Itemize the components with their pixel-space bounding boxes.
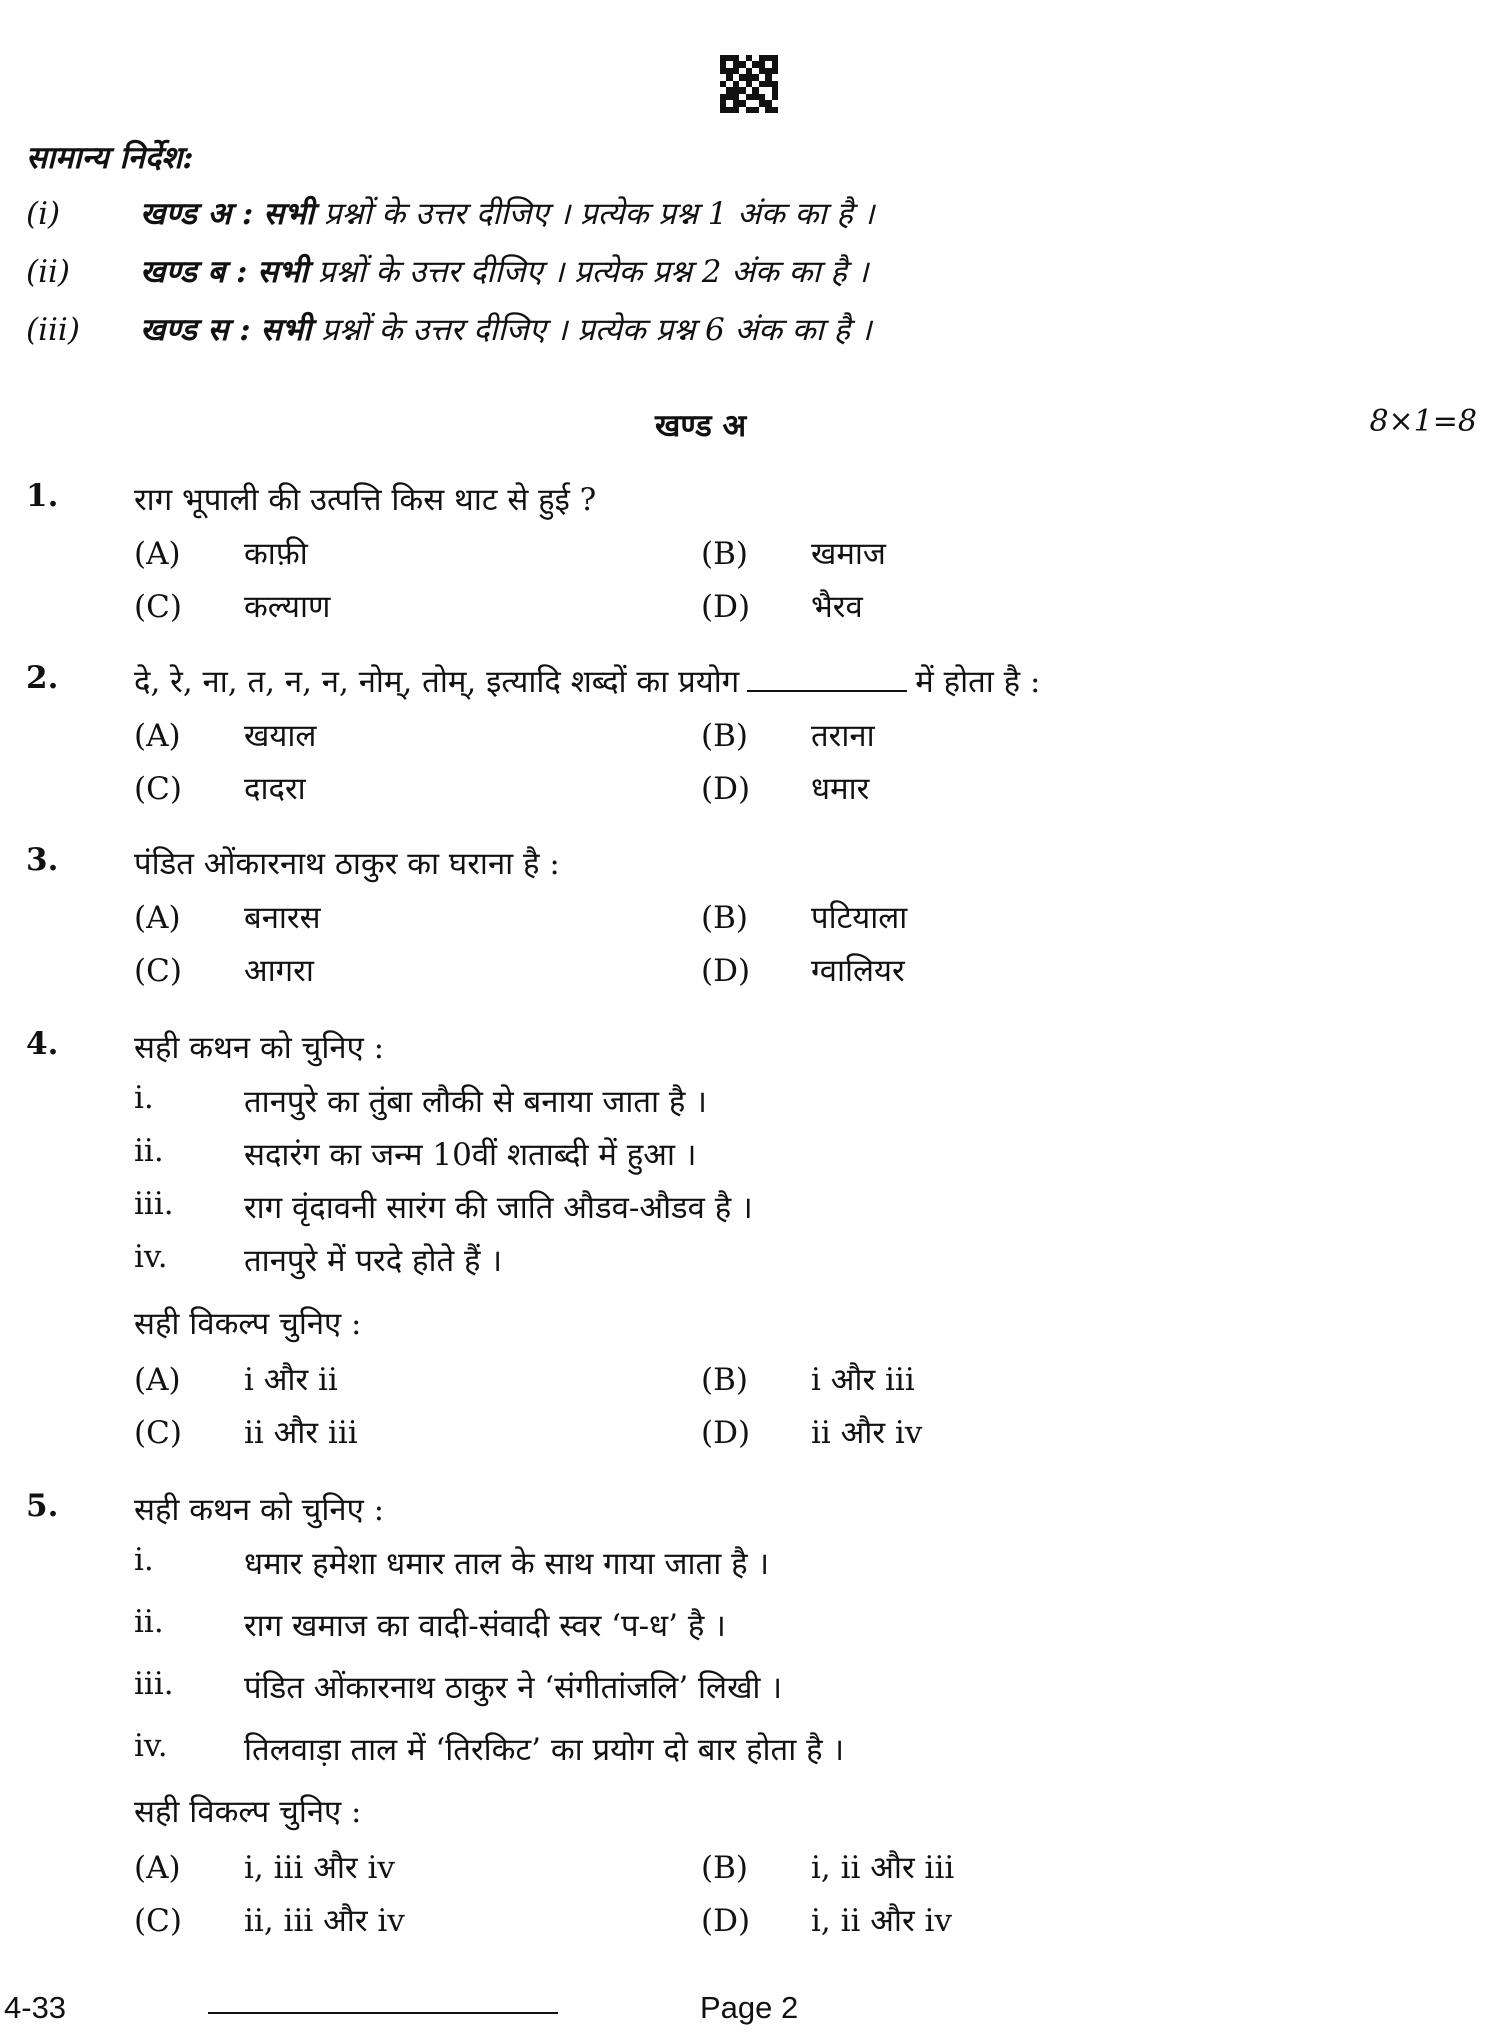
option-c: (C) दादरा bbox=[134, 771, 306, 807]
option-c: (C) ii, iii और iv bbox=[134, 1903, 405, 1939]
option-a: (A) i, iii और iv bbox=[134, 1850, 395, 1886]
question-5 bbox=[26, 1488, 1476, 1952]
option-b: (B) पटियाला bbox=[701, 900, 908, 936]
option-a: (A) बनारस bbox=[134, 900, 321, 936]
question-number: 1. bbox=[26, 478, 59, 514]
option-a: (A) i और ii bbox=[134, 1362, 338, 1398]
fill-blank bbox=[747, 662, 907, 692]
instruction-section: खण्ड अ : bbox=[140, 196, 254, 232]
paper-code: 4-33 bbox=[4, 1990, 67, 2025]
instruction-item bbox=[26, 308, 872, 350]
question-4 bbox=[26, 1026, 1476, 1464]
question-text: सही कथन को चुनिए : bbox=[134, 1492, 385, 1528]
option-b: (B) i और iii bbox=[701, 1362, 915, 1398]
instruction-item bbox=[26, 250, 868, 292]
question-number: 2. bbox=[26, 660, 59, 696]
instruction-text: प्रश्नों के उत्तर दीजिए । प्रत्येक प्रश्न 2 अंक का है । bbox=[317, 254, 869, 290]
option-b: (B) i, ii और iii bbox=[701, 1850, 955, 1886]
statement: ii. राग खमाज का वादी-संवादी स्वर ‘प-ध’ है । bbox=[134, 1604, 726, 1644]
option-c: (C) कल्याण bbox=[134, 589, 331, 625]
statement: iv. तिलवाड़ा ताल में ‘तिरकिट’ का प्रयोग दो बार होता है । bbox=[134, 1728, 845, 1768]
statement: iii. राग वृंदावनी सारंग की जाति औडव-औडव है । bbox=[134, 1186, 753, 1226]
question-text: सही कथन को चुनिए : bbox=[134, 1030, 385, 1066]
option-d: (D) भैरव bbox=[701, 589, 863, 625]
instruction-all: सभी bbox=[263, 196, 315, 232]
instruction-all: सभी bbox=[260, 312, 312, 348]
option-b: (B) खमाज bbox=[701, 536, 886, 572]
question-number: 3. bbox=[26, 842, 59, 878]
option-d: (D) ii और iv bbox=[701, 1415, 923, 1451]
option-c: (C) ii और iii bbox=[134, 1415, 358, 1451]
instruction-all: सभी bbox=[257, 254, 309, 290]
statement: iii. पंडित ओंकारनाथ ठाकुर ने ‘संगीतांजलि’ लिखी । bbox=[134, 1666, 783, 1706]
choose-prompt: सही विकल्प चुनिए : bbox=[134, 1794, 362, 1830]
instruction-item bbox=[26, 192, 874, 234]
footer-rule bbox=[208, 2012, 558, 2014]
option-d: (D) धमार bbox=[701, 771, 870, 807]
instruction-text: प्रश्नों के उत्तर दीजिए । प्रत्येक प्रश्न 6 अंक का है । bbox=[321, 312, 872, 348]
section-title: खण्ड अ bbox=[655, 408, 747, 444]
question-text: पंडित ओंकारनाथ ठाकुर का घराना है : bbox=[134, 846, 560, 882]
qr-code bbox=[720, 55, 778, 113]
statement: i. तानपुरे का तुंबा लौकी से बनाया जाता है । bbox=[134, 1080, 707, 1120]
option-a: (A) काफ़ी bbox=[134, 536, 308, 572]
instruction-text: प्रश्नों के उत्तर दीजिए । प्रत्येक प्रश्न 1 अंक का है । bbox=[323, 196, 875, 232]
section-marks: 8×1=8 bbox=[1369, 404, 1477, 439]
instruction-number: (iii) bbox=[26, 312, 80, 348]
question-2 bbox=[26, 660, 1476, 820]
option-b: (B) तराना bbox=[701, 718, 875, 754]
option-d: (D) ग्वालियर bbox=[701, 953, 905, 989]
instructions-heading: सामान्य निर्देश: bbox=[26, 140, 194, 176]
question-number: 5. bbox=[26, 1488, 59, 1524]
option-a: (A) खयाल bbox=[134, 718, 317, 754]
statement: ii. सदारंग का जन्म 10वीं शताब्दी में हुआ । bbox=[134, 1133, 697, 1173]
page-footer bbox=[0, 1990, 1505, 2030]
instruction-number: (ii) bbox=[26, 254, 71, 290]
page-number: Page 2 bbox=[700, 1990, 799, 2025]
question-3 bbox=[26, 842, 1476, 1002]
option-c: (C) आगरा bbox=[134, 953, 314, 989]
option-d: (D) i, ii और iv bbox=[701, 1903, 952, 1939]
instruction-section: खण्ड ब : bbox=[140, 254, 248, 290]
instruction-number: (i) bbox=[26, 196, 61, 232]
question-number: 4. bbox=[26, 1026, 59, 1062]
instruction-section: खण्ड स : bbox=[140, 312, 251, 348]
question-1 bbox=[26, 478, 1476, 638]
question-text: दे, रे, ना, त, न, न, नोम्, तोम्, इत्यादि शब्दों का प्रयोग में होता है : bbox=[134, 664, 1041, 700]
choose-prompt: सही विकल्प चुनिए : bbox=[134, 1306, 362, 1342]
statement: iv. तानपुरे में परदे होते हैं । bbox=[134, 1239, 503, 1279]
statement: i. धमार हमेशा धमार ताल के साथ गाया जाता है । bbox=[134, 1542, 770, 1582]
question-text: राग भूपाली की उत्पत्ति किस थाट से हुई ? bbox=[134, 482, 597, 518]
